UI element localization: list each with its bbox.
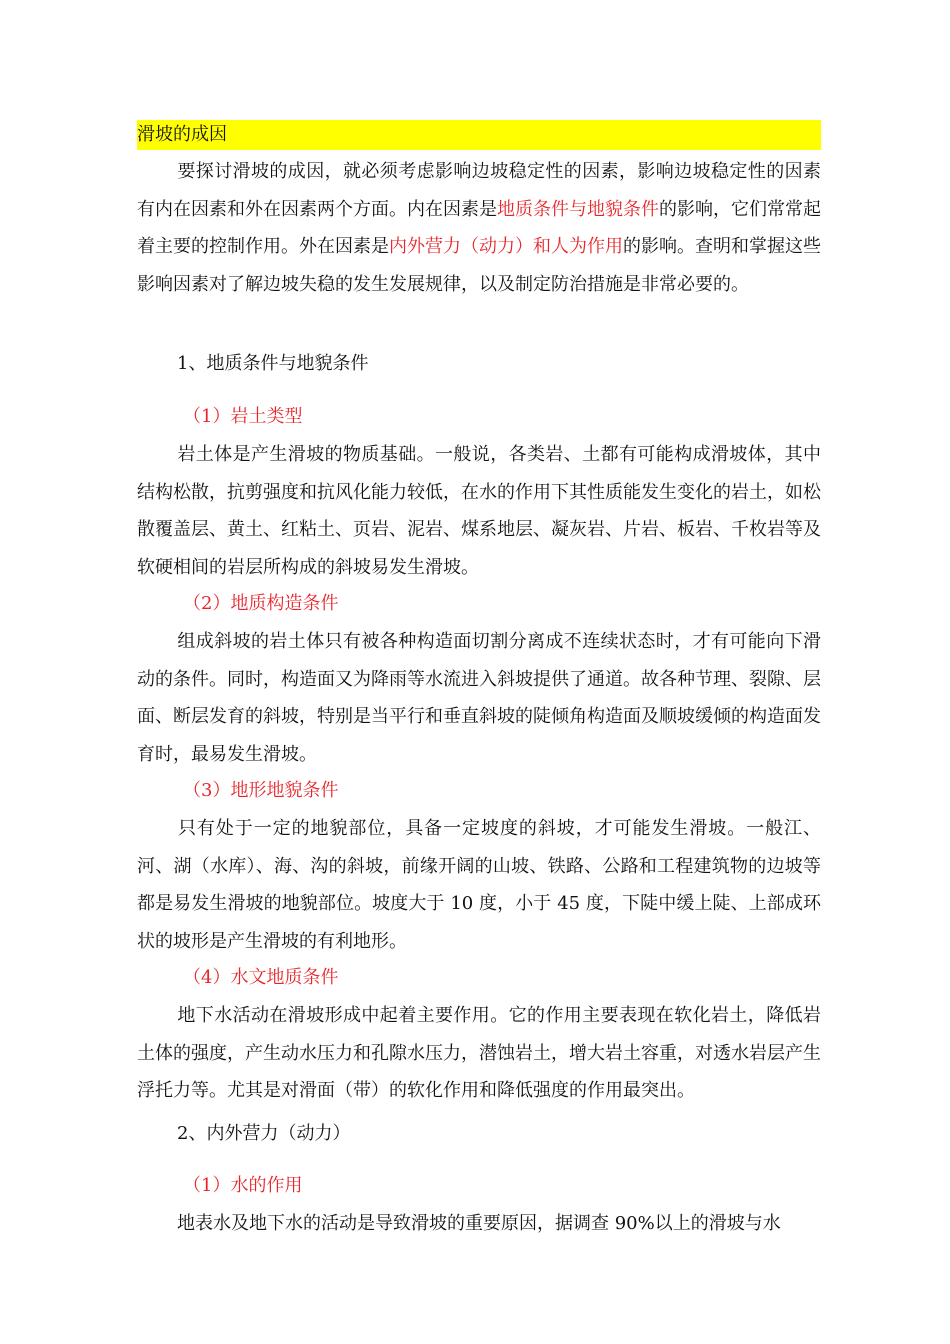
intro-text-2: 的影响，它们常常起着主要的控制作用。外在因素是 — [137, 198, 821, 257]
section-1-2-text: 组成斜坡的岩土体只有被各种构造面切割分离成不连续状态时，才有可能向下滑动的条件。同时，构造面又为降雨等水流进入斜坡提供了通道。故各种节理、裂隙、层面、断层发育的斜坡，特别是当平行和垂直斜坡的陡倾角构造面及顺坡缓倾的构造面发育时，最易发生滑坡。 — [137, 631, 821, 765]
section-2-heading: 2、内外营力（动力） — [177, 1123, 351, 1144]
section-1-3-paragraph — [137, 810, 821, 960]
section-2-1-paragraph — [137, 1205, 821, 1243]
intro-paragraph — [137, 153, 821, 303]
section-1-1-paragraph — [137, 436, 821, 586]
section-1-3-heading: （3）地形地貌条件 — [183, 780, 339, 801]
intro-text-3: 的影响。查明和掌握这些影响因素对了解边坡失稳的发生发展规律，以及制定防治措施是非常必要的。 — [137, 236, 821, 295]
intro-text-1: 要探讨滑坡的成因，就必须考虑影响边坡稳定性的因素，影响边坡稳定性的因素有内在因素和外在因素两个方面。内在因素是 — [137, 161, 821, 220]
section-1-1-heading: （1）岩土类型 — [183, 406, 303, 427]
section-1-2-paragraph — [137, 623, 821, 773]
section-1-2-heading: （2）地质构造条件 — [183, 593, 339, 614]
section-1-heading: 1、地质条件与地貌条件 — [177, 353, 369, 374]
page-title: 滑坡的成因 — [137, 120, 821, 150]
section-1-4-heading: （4）水文地质条件 — [183, 967, 339, 988]
section-2-1-heading: （1）水的作用 — [183, 1175, 303, 1196]
section-1-4-paragraph — [137, 997, 821, 1110]
intro-highlight-2: 内外营力（动力）和人为作用 — [389, 236, 623, 257]
section-1-3-text: 只有处于一定的地貌部位，具备一定坡度的斜坡，才可能发生滑坡。一般江、河、湖（水库）、海、沟的斜坡，前缘开阔的山坡、铁路、公路和工程建筑物的边坡等都是易发生滑坡的地貌部位。坡度大于 10 度，小于 45 度，下陡中缓上陡、上部成环状的坡形是产生滑坡的有利地形。 — [137, 818, 821, 952]
section-1-1-text: 岩土体是产生滑坡的物质基础。一般说，各类岩、土都有可能构成滑坡体，其中结构松散，抗剪强度和抗风化能力较低，在水的作用下其性质能发生变化的岩土，如松散覆盖层、黄土、红粘土、页岩、泥岩、煤系地层、凝灰岩、片岩、板岩、千枚岩等及软硬相间的岩层所构成的斜坡易发生滑坡。 — [137, 444, 821, 578]
section-1-4-text: 地下水活动在滑坡形成中起着主要作用。它的作用主要表现在软化岩土，降低岩土体的强度，产生动水压力和孔隙水压力，潜蚀岩土，增大岩土容重，对透水岩层产生浮托力等。尤其是对滑面（带）的软化作用和降低强度的作用最突出。 — [137, 1005, 821, 1101]
section-2-1-text: 地表水及地下水的活动是导致滑坡的重要原因，据调查 90%以上的滑坡与水 — [177, 1213, 781, 1234]
intro-highlight-1: 地质条件与地貌条件 — [497, 198, 659, 220]
